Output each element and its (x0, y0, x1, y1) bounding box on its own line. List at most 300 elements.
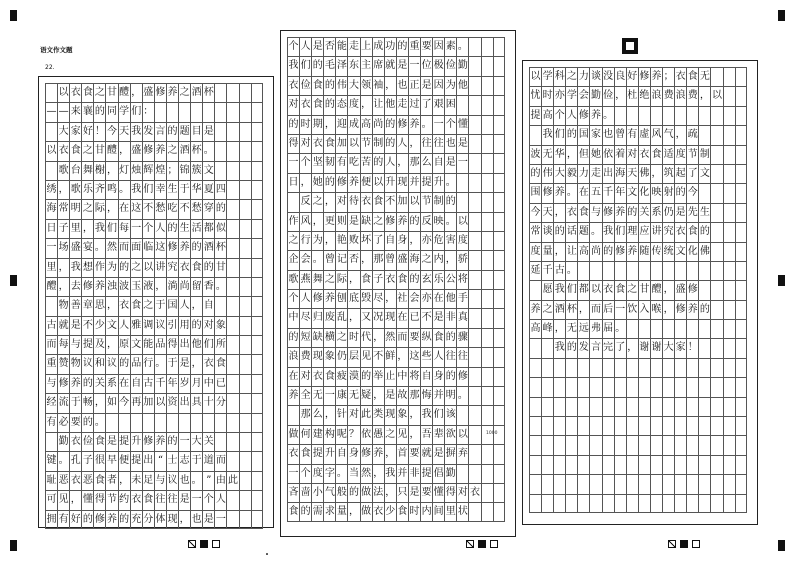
empty-box-icon (212, 540, 220, 548)
grid-cell: 养 (614, 203, 626, 222)
grid-cell: 科 (553, 67, 565, 86)
grid-cell: 的 (190, 238, 202, 257)
grid-cell (638, 494, 650, 513)
grid-cell: 原 (118, 335, 130, 354)
grid-cell: ， (190, 296, 202, 315)
grid-cell (468, 56, 480, 75)
grid-cell: 出 (178, 393, 190, 412)
grid-cell: 要 (408, 444, 420, 463)
grid-cell: 力 (577, 67, 589, 86)
grid-cell: 见 (360, 347, 372, 366)
grid-cell: 必 (57, 413, 69, 432)
grid-cell: 养 (396, 212, 408, 231)
grid-cell: 幸 (154, 180, 166, 199)
grid-cell (456, 173, 468, 192)
grid-cell: 耻 (45, 471, 57, 490)
grid-cell: 节 (686, 145, 698, 164)
grid-cell: 会 (408, 289, 420, 308)
grid-cell: 雅 (130, 316, 142, 335)
grid-cell: 非 (408, 464, 420, 483)
grid-cell (251, 180, 263, 199)
grid-cell: 修 (360, 444, 372, 463)
grid-cell: 字 (323, 464, 335, 483)
grid-cell: 呢 (335, 425, 347, 444)
grid-cell (481, 95, 493, 114)
grid-cell: 食 (323, 367, 335, 386)
grid-cell: 天 (118, 122, 130, 141)
grid-cell: 提 (130, 451, 142, 470)
grid-cell (638, 474, 650, 493)
grid-cell (602, 358, 614, 377)
grid-cell (723, 106, 735, 125)
grid-cell: 衣 (299, 95, 311, 114)
grid-cell: 充 (130, 510, 142, 529)
grid-cell (686, 435, 698, 454)
grid-cell: 修 (396, 115, 408, 134)
grid-cell: 的 (674, 183, 686, 202)
grid-cell: 养 (408, 115, 420, 134)
grid-cell: 以 (456, 425, 468, 444)
grid-cell: 未 (130, 471, 142, 490)
grid-cell (614, 494, 626, 513)
grid-cell: ， (565, 145, 577, 164)
grid-cell: 此 (226, 471, 238, 490)
grid-cell: 衣 (602, 280, 614, 299)
grid-cell (226, 83, 238, 102)
grid-cell (698, 455, 710, 474)
grid-cell (251, 451, 263, 470)
grid-cell (710, 358, 722, 377)
grid-cell: 食 (81, 83, 93, 102)
grid-cell: — (57, 102, 69, 121)
grid-cell (674, 397, 686, 416)
grid-cell: 一 (408, 56, 420, 75)
grid-cell: 修 (614, 242, 626, 261)
grid-cell (662, 416, 674, 435)
grid-cell: 的 (166, 219, 178, 238)
grid-cell (529, 338, 541, 357)
grid-cell: 衣 (311, 367, 323, 386)
grid-cell: 去 (69, 277, 81, 296)
grid-cell (565, 397, 577, 416)
grid-cell: 待 (347, 192, 359, 211)
grid-cell: ， (384, 76, 396, 95)
grid-cell (565, 474, 577, 493)
grid-cell: 的 (323, 173, 335, 192)
grid-cell (650, 397, 662, 416)
grid-cell: 现 (166, 510, 178, 529)
grid-cell: 入 (638, 300, 650, 319)
grid-cell (214, 296, 226, 315)
grid-cell: 悔 (420, 386, 432, 405)
grid-cell (251, 83, 263, 102)
grid-cell: 。 (202, 141, 214, 160)
grid-cell: 系 (650, 203, 662, 222)
grid-cell (226, 141, 238, 160)
grid-cell (239, 238, 251, 257)
grid-cell (553, 435, 565, 454)
grid-cell: ， (384, 289, 396, 308)
grid-cell: 而 (45, 335, 57, 354)
grid-cell: 刨 (335, 289, 347, 308)
grid-cell: 在 (432, 289, 444, 308)
grid-cell: 他 (190, 335, 202, 354)
grid-cell: 么 (420, 153, 432, 172)
grid-cell: 艳 (335, 231, 347, 250)
grid-cell: 费 (686, 86, 698, 105)
grid-cell: 度 (529, 242, 541, 261)
grid-cell: 是 (384, 386, 396, 405)
grid-cell (723, 261, 735, 280)
grid-cell: 横 (323, 328, 335, 347)
grid-cell (735, 377, 747, 396)
grid-cell (481, 250, 493, 269)
grid-cell (650, 474, 662, 493)
grid-cell (723, 67, 735, 86)
grid-cell (686, 358, 698, 377)
grid-cell: 关 (638, 203, 650, 222)
grid-cell: 作 (287, 212, 299, 231)
grid-cell (710, 125, 722, 144)
grid-cell: 那 (299, 405, 311, 424)
grid-cell: 天 (626, 164, 638, 183)
grid-cell (565, 494, 577, 513)
grid-cell: 大 (553, 164, 565, 183)
grid-cell: 酒 (178, 141, 190, 160)
grid-cell: ： (142, 102, 154, 121)
grid-cell (674, 455, 686, 474)
grid-cell: 修 (311, 289, 323, 308)
grid-cell: 国 (166, 296, 178, 315)
grid-cell (481, 308, 493, 327)
grid-cell: ， (118, 141, 130, 160)
grid-cell: 中 (202, 374, 214, 393)
grid-cell: ， (69, 490, 81, 509)
grid-cell: 亦 (420, 289, 432, 308)
grid-cell: 因 (432, 37, 444, 56)
grid-cell: 品 (130, 354, 142, 373)
grid-cell: 烛 (130, 161, 142, 180)
grid-cell: 提 (81, 335, 93, 354)
grid-cell (723, 145, 735, 164)
grid-cell: 食 (396, 270, 408, 289)
grid-cell: 食 (299, 444, 311, 463)
grid-cell (565, 455, 577, 474)
grid-cell (638, 319, 650, 338)
grid-cell: 的 (81, 413, 93, 432)
grid-cell (468, 502, 480, 521)
grid-cell (577, 435, 589, 454)
grid-cell: 议 (105, 354, 117, 373)
grid-cell: 之 (565, 67, 577, 86)
grid-cell: 提 (420, 464, 432, 483)
grid-cell (602, 435, 614, 454)
grid-cell: 。 (57, 451, 69, 470)
grid-cell: 盛 (130, 141, 142, 160)
grid-cell: 时 (347, 328, 359, 347)
grid-cell (553, 494, 565, 513)
grid-cell (251, 277, 263, 296)
grid-cell (723, 416, 735, 435)
grid-cell: 今 (686, 183, 698, 202)
grid-cell: 少 (93, 316, 105, 335)
grid-cell: 对 (287, 95, 299, 114)
grid-cell: 及 (93, 335, 105, 354)
grid-cell (662, 319, 674, 338)
grid-cell: ， (323, 115, 335, 134)
grid-cell: 似 (214, 219, 226, 238)
grid-cell: 首 (396, 444, 408, 463)
grid-cell: 于 (166, 354, 178, 373)
grid-cell (674, 494, 686, 513)
grid-cell (226, 161, 238, 180)
grid-cell: 依 (602, 145, 614, 164)
grid-cell: 愁 (190, 199, 202, 218)
grid-cell: 届 (602, 319, 614, 338)
grid-cell: 勤 (456, 56, 468, 75)
grid-cell: 品 (154, 335, 166, 354)
grid-cell: 更 (323, 212, 335, 231)
grid-cell: 当 (347, 464, 359, 483)
grid-cell: 是 (674, 203, 686, 222)
grid-cell: 走 (589, 164, 601, 183)
grid-cell: 真 (456, 308, 468, 327)
grid-cell: 士 (166, 451, 178, 470)
grid-cell: 夏 (202, 180, 214, 199)
grid-cell: 究 (166, 258, 178, 277)
grid-cell (650, 416, 662, 435)
grid-cell: 走 (396, 95, 408, 114)
grid-cell: ， (347, 502, 359, 521)
grid-cell (493, 231, 505, 250)
grid-cell: 出 (602, 164, 614, 183)
grid-cell (166, 102, 178, 121)
grid-cell: ， (372, 328, 384, 347)
grid-cell: 是 (432, 308, 444, 327)
grid-cell (710, 435, 722, 454)
grid-cell: 成 (347, 115, 359, 134)
grid-cell: 我 (420, 405, 432, 424)
grid-cell: ， (130, 83, 142, 102)
grid-cell (723, 358, 735, 377)
grid-cell: 五 (589, 183, 601, 202)
grid-cell (723, 86, 735, 105)
grid-cell: 否 (323, 37, 335, 56)
grid-cell (735, 435, 747, 454)
grid-cell: 玄 (420, 270, 432, 289)
grid-cell: 的 (299, 502, 311, 521)
grid-cell: ， (93, 393, 105, 412)
grid-cell: 的 (408, 212, 420, 231)
grid-cell (735, 494, 747, 513)
grid-cell: 类 (372, 405, 384, 424)
grid-cell: 俭 (299, 76, 311, 95)
grid-cell (251, 141, 263, 160)
grid-cell (468, 308, 480, 327)
grid-cell: 的 (118, 354, 130, 373)
grid-cell: 家 (69, 122, 81, 141)
grid-cell: ， (299, 173, 311, 192)
grid-cell: 泽 (335, 56, 347, 75)
grid-cell (287, 192, 299, 211)
grid-cell: 仍 (662, 203, 674, 222)
grid-cell: 之 (166, 141, 178, 160)
grid-cell: 节 (420, 192, 432, 211)
grid-cell: 们 (142, 180, 154, 199)
grid-cell: 的 (372, 153, 384, 172)
grid-cell: 只 (396, 483, 408, 502)
grid-cell: 那 (408, 386, 420, 405)
grid-cell: 以 (57, 83, 69, 102)
grid-cell (638, 377, 650, 396)
grid-cell (493, 134, 505, 153)
grid-cell: 际 (335, 270, 347, 289)
grid-cell: 乱 (335, 308, 347, 327)
grid-cell (626, 261, 638, 280)
grid-cell (541, 435, 553, 454)
grid-cell (251, 490, 263, 509)
grid-cell: 无 (347, 386, 359, 405)
grid-cell: 具 (190, 393, 202, 412)
grid-cell (493, 405, 505, 424)
grid-cell: 衣 (674, 67, 686, 86)
grid-cell: 升 (384, 173, 396, 192)
grid-cell: 危 (432, 231, 444, 250)
grid-cell: 养 (589, 106, 601, 125)
grid-cell: 因 (432, 76, 444, 95)
grid-cell: 就 (420, 444, 432, 463)
grid-cell: 尚 (178, 277, 190, 296)
grid-cell: 很 (93, 451, 105, 470)
grid-cell: 重 (45, 354, 57, 373)
grid-cell (650, 435, 662, 454)
grid-cell: 也 (444, 134, 456, 153)
grid-cell: 他 (384, 95, 396, 114)
grid-cell (735, 86, 747, 105)
grid-cell: 榭 (93, 161, 105, 180)
word-count-mark: 1000 (486, 431, 498, 436)
grid-cell: 临 (142, 238, 154, 257)
grid-cell: 十 (202, 393, 214, 412)
grid-cell: 绝 (638, 86, 650, 105)
grid-cell: 我 (602, 222, 614, 241)
grid-cell: 了 (614, 338, 626, 357)
grid-cell: 漠 (347, 367, 359, 386)
grid-cell: 提 (311, 444, 323, 463)
grid-cell: 一 (287, 464, 299, 483)
grid-cell: 做 (360, 502, 372, 521)
grid-cell: 的 (190, 316, 202, 335)
grid-cell: ， (190, 354, 202, 373)
grid-cell: 修 (93, 510, 105, 529)
grid-cell (493, 95, 505, 114)
grid-cell: 养 (323, 289, 335, 308)
grid-cell (529, 494, 541, 513)
grid-cell: 际 (93, 199, 105, 218)
grid-cell: 。 (154, 354, 166, 373)
grid-cell (723, 474, 735, 493)
grid-cell: 醴 (118, 83, 130, 102)
grid-cell (239, 413, 251, 432)
grid-cell: 一 (45, 238, 57, 257)
grid-cell: 我 (553, 338, 565, 357)
grid-cell (226, 316, 238, 335)
grid-cell: 杜 (626, 86, 638, 105)
grid-cell: 得 (287, 134, 299, 153)
grid-cell: 明 (444, 386, 456, 405)
grid-cell: 能 (335, 37, 347, 56)
grid-cell: 我 (130, 180, 142, 199)
grid-cell: ， (408, 231, 420, 250)
grid-cell: 言 (589, 338, 601, 357)
grid-cell (493, 115, 505, 134)
grid-cell: 都 (202, 219, 214, 238)
grid-cell: 求 (323, 502, 335, 521)
grid-cell: 般 (335, 483, 347, 502)
grid-cell: 志 (178, 451, 190, 470)
grid-cell (481, 502, 493, 521)
grid-cell: 量 (541, 242, 553, 261)
grid-cell: 曾 (323, 250, 335, 269)
grid-cell: 见 (57, 490, 69, 509)
grid-cell (662, 377, 674, 396)
grid-cell: 并 (432, 386, 444, 405)
grid-cell (481, 56, 493, 75)
grid-cell: 人 (565, 106, 577, 125)
grid-cell: 杯 (202, 83, 214, 102)
grid-cell (614, 474, 626, 493)
grid-cell: 岁 (178, 374, 190, 393)
grid-cell: 。 (93, 238, 105, 257)
grid-cell: 并 (408, 173, 420, 192)
grid-cell: 天 (541, 203, 553, 222)
grid-cell: 做 (360, 483, 372, 502)
grid-cell: 的 (408, 270, 420, 289)
grid-cell: 酒 (553, 300, 565, 319)
grid-cell (602, 494, 614, 513)
grid-cell: 的 (444, 328, 456, 347)
grid-cell: 吃 (347, 153, 359, 172)
grid-cell: ， (311, 212, 323, 231)
grid-cell: 的 (202, 258, 214, 277)
grid-cell: 提 (118, 432, 130, 451)
grid-cell (662, 261, 674, 280)
grid-cell: 映 (432, 212, 444, 231)
grid-cell (456, 95, 468, 114)
grid-cell: 海 (408, 250, 420, 269)
grid-cell: 衣 (118, 296, 130, 315)
grid-cell (541, 338, 553, 357)
grid-cell (251, 296, 263, 315)
grid-cell (626, 397, 638, 416)
grid-cell: 记 (335, 250, 347, 269)
grid-cell: 好 (81, 122, 93, 141)
grid-cell: 来 (69, 102, 81, 121)
grid-cell: 大 (57, 122, 69, 141)
grid-cell (674, 319, 686, 338)
grid-cell (638, 358, 650, 377)
grid-cell (529, 397, 541, 416)
grid-cell: 吃 (166, 199, 178, 218)
grid-cell (239, 258, 251, 277)
grid-cell: 以 (142, 258, 154, 277)
grid-cell: 得 (166, 335, 178, 354)
grid-cell: 与 (45, 374, 57, 393)
grid-cell (251, 335, 263, 354)
grid-cell (493, 367, 505, 386)
grid-cell (541, 416, 553, 435)
grid-cell (239, 316, 251, 335)
